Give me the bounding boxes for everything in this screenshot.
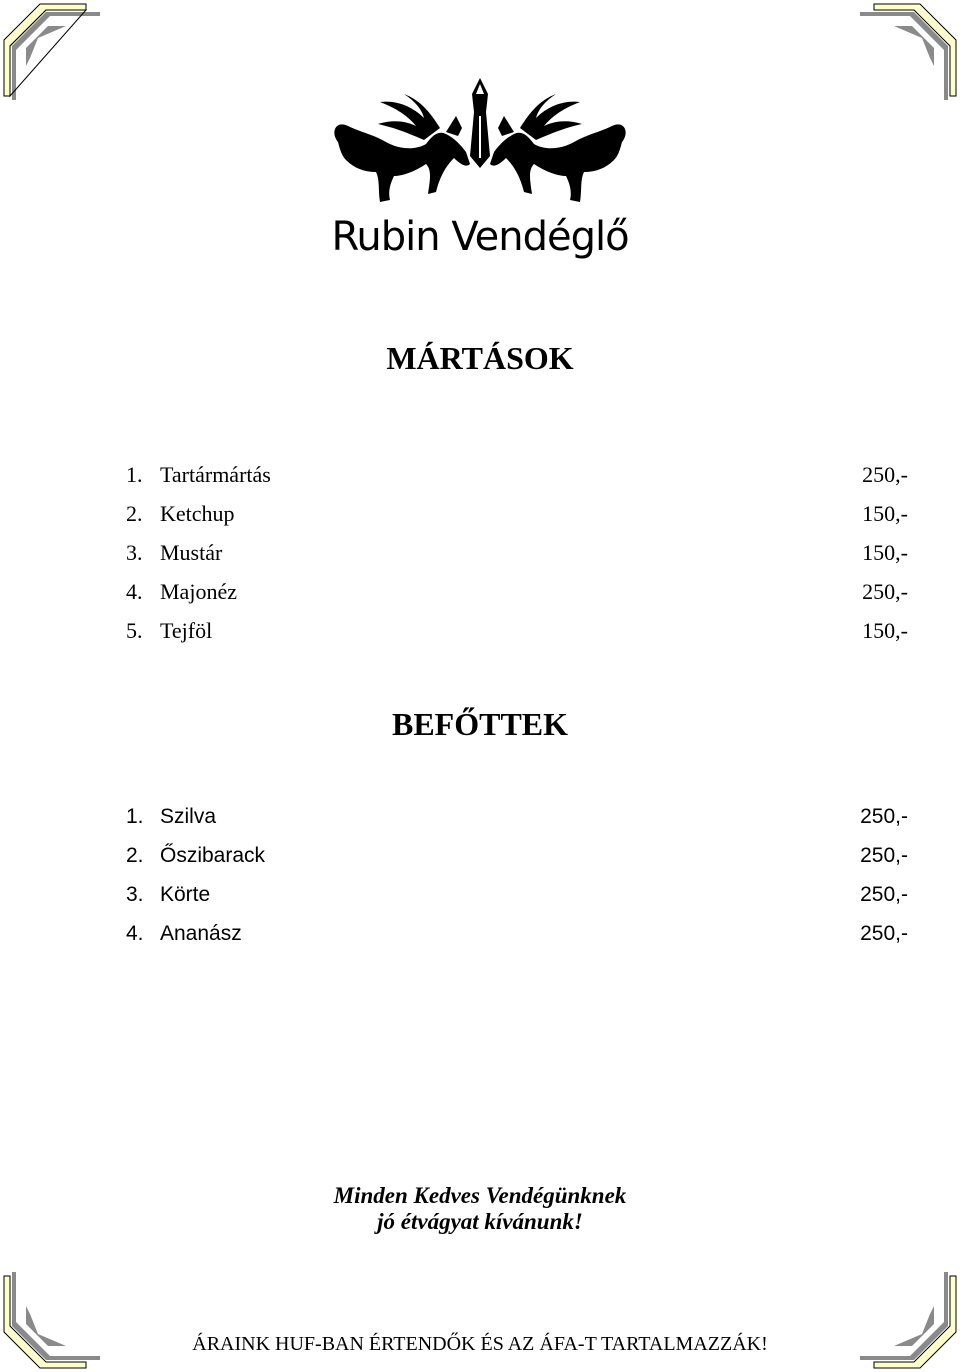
item-price: 150,- bbox=[862, 618, 908, 643]
menu-list-sauces bbox=[126, 462, 908, 657]
menu-item bbox=[126, 922, 908, 961]
menu-item bbox=[126, 805, 908, 844]
item-number: 3. bbox=[126, 540, 143, 565]
corner-ornament-top-left-icon bbox=[0, 0, 100, 100]
item-number: 3. bbox=[126, 883, 144, 906]
price-disclaimer: ÁRAINK HUF-BAN ÉRTENDŐK ÉS AZ ÁFA-T TARTALMAZZÁK! bbox=[192, 1333, 768, 1355]
item-price: 250,- bbox=[862, 462, 908, 487]
closing-line-1: Minden Kedves Vendégünknek bbox=[333, 1183, 627, 1208]
item-price: 150,- bbox=[862, 540, 908, 565]
item-name: Szilva bbox=[160, 805, 217, 828]
corner-ornament-bottom-left-icon bbox=[0, 1272, 100, 1372]
item-name: Tejföl bbox=[160, 618, 213, 643]
item-price: 250,- bbox=[860, 844, 908, 867]
item-name: Majonéz bbox=[160, 579, 237, 604]
menu-item bbox=[126, 579, 908, 618]
item-name: Mustár bbox=[160, 540, 223, 565]
menu-item bbox=[126, 844, 908, 883]
corner-ornament-top-right-icon bbox=[860, 0, 960, 100]
item-name: Tartármártás bbox=[160, 462, 271, 487]
item-number: 1. bbox=[126, 462, 143, 487]
menu-item bbox=[126, 883, 908, 922]
item-price: 250,- bbox=[862, 579, 908, 604]
section-title-preserves: BEFŐTTEK bbox=[391, 706, 569, 742]
menu-item bbox=[126, 462, 908, 501]
item-number: 2. bbox=[126, 501, 143, 526]
item-name: Körte bbox=[160, 883, 211, 906]
restaurant-logo bbox=[320, 72, 640, 282]
griffins-crest-icon bbox=[320, 72, 640, 212]
item-number: 1. bbox=[126, 805, 144, 828]
item-price: 250,- bbox=[860, 922, 908, 945]
closing-line-2: jó étvágyat kívánunk! bbox=[377, 1209, 583, 1234]
section-title-sauces: MÁRTÁSOK bbox=[386, 340, 574, 376]
item-number: 2. bbox=[126, 844, 144, 867]
restaurant-name: Rubin Vendéglő bbox=[331, 214, 629, 260]
item-number: 4. bbox=[126, 922, 144, 945]
item-price: 250,- bbox=[860, 883, 908, 906]
menu-item bbox=[126, 618, 908, 657]
item-name: Ketchup bbox=[160, 501, 235, 526]
menu-item bbox=[126, 501, 908, 540]
item-price: 250,- bbox=[860, 805, 908, 828]
item-number: 5. bbox=[126, 618, 143, 643]
menu-item bbox=[126, 540, 908, 579]
item-number: 4. bbox=[126, 579, 143, 604]
item-name: Őszibarack bbox=[160, 844, 266, 867]
menu-list-preserves bbox=[126, 805, 908, 961]
item-price: 150,- bbox=[862, 501, 908, 526]
corner-ornament-bottom-right-icon bbox=[860, 1272, 960, 1372]
item-name: Ananász bbox=[160, 922, 242, 945]
